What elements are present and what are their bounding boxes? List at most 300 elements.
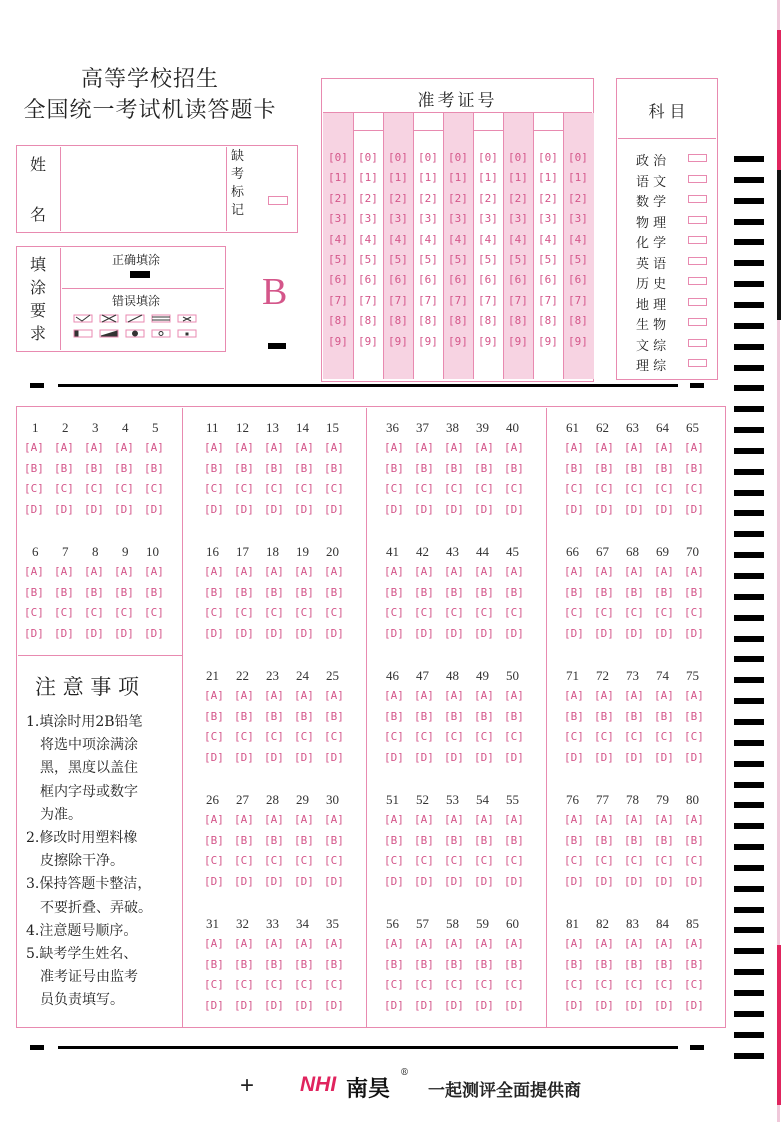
answer-bubble[interactable]: [D]	[684, 626, 704, 640]
answer-bubble[interactable]: [B]	[264, 461, 284, 475]
answer-bubble[interactable]: [C]	[654, 854, 674, 867]
ticket-digit-bubble[interactable]: [1]	[418, 171, 438, 185]
ticket-digit-bubble[interactable]: [7]	[568, 293, 588, 307]
answer-bubble[interactable]: [A]	[504, 689, 524, 702]
answer-bubble[interactable]: [D]	[234, 874, 254, 888]
answer-bubble[interactable]: [A]	[204, 565, 224, 578]
answer-bubble[interactable]: [C]	[384, 978, 404, 991]
answer-bubble[interactable]: [B]	[204, 957, 224, 971]
answer-bubble[interactable]: [B]	[24, 461, 44, 475]
answer-bubble[interactable]: [A]	[444, 937, 464, 950]
answer-bubble[interactable]: [C]	[264, 730, 284, 743]
answer-bubble[interactable]: [B]	[384, 957, 404, 971]
answer-bubble[interactable]: [B]	[474, 461, 494, 475]
answer-bubble[interactable]: [D]	[324, 626, 344, 640]
answer-bubble[interactable]: [A]	[624, 937, 644, 950]
answer-bubble[interactable]: [D]	[144, 626, 164, 640]
answer-bubble[interactable]: [A]	[414, 813, 434, 826]
answer-bubble[interactable]: [D]	[294, 626, 314, 640]
answer-bubble[interactable]: [A]	[654, 441, 674, 454]
ticket-digit-bubble[interactable]: [1]	[358, 171, 378, 185]
answer-bubble[interactable]: [C]	[654, 606, 674, 619]
answer-bubble[interactable]: [B]	[624, 957, 644, 971]
answer-bubble[interactable]: [B]	[624, 585, 644, 599]
answer-bubble[interactable]: [C]	[54, 606, 74, 619]
answer-bubble[interactable]: [C]	[204, 730, 224, 743]
answer-bubble[interactable]: [D]	[684, 750, 704, 764]
answer-bubble[interactable]: [A]	[234, 441, 254, 454]
ticket-digit-bubble[interactable]: [4]	[508, 232, 528, 246]
ticket-digit-bubble[interactable]: [6]	[328, 273, 348, 287]
subject-item[interactable]	[636, 355, 710, 374]
ticket-digit-bubble[interactable]: [7]	[508, 293, 528, 307]
answer-bubble[interactable]: [C]	[684, 978, 704, 991]
answer-bubble[interactable]: [D]	[324, 998, 344, 1012]
answer-bubble[interactable]: [B]	[654, 709, 674, 723]
ticket-digit-bubble[interactable]: [1]	[478, 171, 498, 185]
answer-bubble[interactable]: [D]	[414, 998, 434, 1012]
answer-bubble[interactable]: [C]	[144, 482, 164, 495]
answer-bubble[interactable]: [A]	[84, 565, 104, 578]
answer-bubble[interactable]: [D]	[564, 626, 584, 640]
answer-bubble[interactable]: [A]	[444, 441, 464, 454]
answer-bubble[interactable]: [C]	[594, 606, 614, 619]
subject-bubble[interactable]	[688, 359, 707, 367]
ticket-digit-bubble[interactable]: [2]	[508, 191, 528, 205]
answer-bubble[interactable]: [B]	[594, 585, 614, 599]
answer-bubble[interactable]: [D]	[204, 998, 224, 1012]
answer-bubble[interactable]: [A]	[684, 813, 704, 826]
answer-bubble[interactable]: [A]	[444, 565, 464, 578]
answer-bubble[interactable]: [C]	[204, 606, 224, 619]
answer-bubble[interactable]: [B]	[384, 461, 404, 475]
answer-bubble[interactable]: [B]	[384, 585, 404, 599]
ticket-digit-bubble[interactable]: [6]	[538, 273, 558, 287]
answer-bubble[interactable]: [D]	[234, 502, 254, 516]
answer-bubble[interactable]: [B]	[444, 585, 464, 599]
answer-bubble[interactable]: [C]	[504, 978, 524, 991]
ticket-digit-bubble[interactable]: [5]	[328, 253, 348, 266]
answer-bubble[interactable]: [C]	[144, 606, 164, 619]
answer-bubble[interactable]: [B]	[54, 585, 74, 599]
answer-bubble[interactable]: [C]	[564, 978, 584, 991]
answer-bubble[interactable]: [B]	[204, 709, 224, 723]
answer-bubble[interactable]: [D]	[264, 874, 284, 888]
ticket-digit-bubble[interactable]: [6]	[568, 273, 588, 287]
ticket-digit-bubble[interactable]: [8]	[388, 314, 408, 328]
answer-bubble[interactable]: [B]	[564, 585, 584, 599]
ticket-digit-bubble[interactable]: [3]	[418, 212, 438, 226]
answer-bubble[interactable]: [A]	[84, 441, 104, 454]
subject-bubble[interactable]	[688, 154, 707, 162]
answer-bubble[interactable]: [C]	[624, 606, 644, 619]
answer-bubble[interactable]: [B]	[114, 461, 134, 475]
answer-bubble[interactable]: [C]	[594, 854, 614, 867]
answer-bubble[interactable]: [A]	[504, 565, 524, 578]
answer-bubble[interactable]: [D]	[414, 626, 434, 640]
ticket-digit-bubble[interactable]: [1]	[388, 171, 408, 185]
subject-bubble[interactable]	[688, 277, 707, 285]
answer-bubble[interactable]: [D]	[24, 626, 44, 640]
answer-bubble[interactable]: [B]	[234, 833, 254, 847]
answer-bubble[interactable]: [D]	[504, 874, 524, 888]
answer-bubble[interactable]: [C]	[234, 606, 254, 619]
answer-bubble[interactable]: [C]	[684, 854, 704, 867]
answer-bubble[interactable]: [C]	[414, 730, 434, 743]
ticket-digit-bubble[interactable]: [2]	[478, 191, 498, 205]
answer-bubble[interactable]: [A]	[654, 565, 674, 578]
ticket-digit-bubble[interactable]: [2]	[328, 191, 348, 205]
answer-bubble[interactable]: [A]	[264, 689, 284, 702]
answer-bubble[interactable]: [C]	[324, 482, 344, 495]
answer-bubble[interactable]: [C]	[294, 606, 314, 619]
answer-bubble[interactable]: [A]	[504, 441, 524, 454]
answer-bubble[interactable]: [D]	[384, 998, 404, 1012]
ticket-digit-bubble[interactable]: [0]	[328, 151, 348, 164]
ticket-digit-bubble[interactable]: [9]	[388, 334, 408, 348]
answer-bubble[interactable]: [D]	[204, 626, 224, 640]
answer-bubble[interactable]: [D]	[84, 502, 104, 516]
answer-bubble[interactable]: [A]	[654, 689, 674, 702]
ticket-digit-bubble[interactable]: [9]	[328, 334, 348, 348]
answer-bubble[interactable]: [C]	[564, 482, 584, 495]
answer-bubble[interactable]: [B]	[504, 585, 524, 599]
ticket-digit-bubble[interactable]: [5]	[538, 253, 558, 266]
answer-bubble[interactable]: [A]	[594, 689, 614, 702]
answer-bubble[interactable]: [C]	[54, 482, 74, 495]
answer-bubble[interactable]: [C]	[594, 482, 614, 495]
answer-bubble[interactable]: [A]	[384, 813, 404, 826]
subject-bubble[interactable]	[688, 339, 707, 347]
answer-bubble[interactable]: [A]	[684, 689, 704, 702]
answer-bubble[interactable]: [C]	[324, 730, 344, 743]
ticket-digit-bubble[interactable]: [2]	[388, 191, 408, 205]
answer-bubble[interactable]: [B]	[234, 709, 254, 723]
answer-bubble[interactable]: [C]	[474, 482, 494, 495]
answer-bubble[interactable]: [C]	[444, 730, 464, 743]
answer-bubble[interactable]: [B]	[324, 957, 344, 971]
ticket-digit-bubble[interactable]: [5]	[448, 253, 468, 266]
answer-bubble[interactable]: [A]	[234, 565, 254, 578]
answer-bubble[interactable]: [D]	[564, 750, 584, 764]
answer-bubble[interactable]: [D]	[474, 502, 494, 516]
answer-bubble[interactable]: [C]	[294, 482, 314, 495]
answer-bubble[interactable]: [B]	[294, 957, 314, 971]
answer-bubble[interactable]: [C]	[654, 482, 674, 495]
answer-bubble[interactable]: [B]	[474, 709, 494, 723]
answer-bubble[interactable]: [C]	[264, 978, 284, 991]
answer-bubble[interactable]: [D]	[624, 998, 644, 1012]
answer-bubble[interactable]: [C]	[384, 606, 404, 619]
answer-bubble[interactable]: [A]	[54, 565, 74, 578]
answer-bubble[interactable]: [D]	[624, 502, 644, 516]
answer-bubble[interactable]: [D]	[444, 750, 464, 764]
answer-bubble[interactable]: [D]	[444, 998, 464, 1012]
answer-bubble[interactable]: [A]	[414, 441, 434, 454]
answer-bubble[interactable]: [D]	[264, 750, 284, 764]
answer-bubble[interactable]: [B]	[24, 585, 44, 599]
answer-bubble[interactable]: [A]	[594, 565, 614, 578]
answer-bubble[interactable]: [A]	[234, 937, 254, 950]
ticket-digit-bubble[interactable]: [8]	[538, 314, 558, 328]
answer-bubble[interactable]: [B]	[564, 833, 584, 847]
answer-bubble[interactable]: [D]	[504, 626, 524, 640]
answer-bubble[interactable]: [A]	[384, 689, 404, 702]
ticket-digit-bubble[interactable]: [0]	[538, 151, 558, 164]
ticket-digit-bubble[interactable]: [5]	[478, 253, 498, 266]
answer-bubble[interactable]: [C]	[384, 854, 404, 867]
answer-bubble[interactable]: [D]	[234, 998, 254, 1012]
answer-bubble[interactable]: [A]	[564, 937, 584, 950]
ticket-digit-bubble[interactable]: [0]	[418, 151, 438, 164]
ticket-digit-bubble[interactable]: [6]	[478, 273, 498, 287]
answer-bubble[interactable]: [D]	[264, 502, 284, 516]
answer-bubble[interactable]: [B]	[54, 461, 74, 475]
subject-bubble[interactable]	[688, 216, 707, 224]
answer-bubble[interactable]: [C]	[684, 482, 704, 495]
ticket-digit-bubble[interactable]: [1]	[568, 171, 588, 185]
ticket-digit-bubble[interactable]: [3]	[448, 212, 468, 226]
ticket-digit-bubble[interactable]: [3]	[358, 212, 378, 226]
answer-bubble[interactable]: [B]	[414, 709, 434, 723]
answer-bubble[interactable]: [C]	[624, 854, 644, 867]
answer-bubble[interactable]: [C]	[294, 854, 314, 867]
answer-bubble[interactable]: [C]	[234, 978, 254, 991]
answer-bubble[interactable]: [A]	[264, 813, 284, 826]
answer-bubble[interactable]: [B]	[504, 833, 524, 847]
answer-bubble[interactable]: [D]	[444, 502, 464, 516]
answer-bubble[interactable]: [A]	[654, 937, 674, 950]
answer-bubble[interactable]: [D]	[564, 874, 584, 888]
answer-bubble[interactable]: [C]	[654, 730, 674, 743]
answer-bubble[interactable]: [C]	[684, 606, 704, 619]
answer-bubble[interactable]: [D]	[414, 750, 434, 764]
ticket-digit-bubble[interactable]: [8]	[448, 314, 468, 328]
answer-bubble[interactable]: [C]	[264, 482, 284, 495]
answer-bubble[interactable]: [A]	[204, 937, 224, 950]
answer-bubble[interactable]: [C]	[204, 482, 224, 495]
ticket-digit-bubble[interactable]: [4]	[388, 232, 408, 246]
ticket-digit-bubble[interactable]: [0]	[448, 151, 468, 164]
answer-bubble[interactable]: [D]	[384, 626, 404, 640]
answer-bubble[interactable]: [C]	[654, 978, 674, 991]
subject-item[interactable]	[636, 232, 710, 251]
answer-bubble[interactable]: [D]	[444, 874, 464, 888]
subject-item[interactable]	[636, 314, 710, 333]
answer-bubble[interactable]: [D]	[324, 874, 344, 888]
answer-bubble[interactable]: [A]	[414, 565, 434, 578]
answer-bubble[interactable]: [D]	[474, 626, 494, 640]
ticket-digit-bubble[interactable]: [0]	[478, 151, 498, 164]
answer-bubble[interactable]: [B]	[414, 957, 434, 971]
answer-bubble[interactable]: [B]	[144, 461, 164, 475]
answer-bubble[interactable]: [D]	[294, 502, 314, 516]
answer-bubble[interactable]: [A]	[324, 565, 344, 578]
ticket-digit-bubble[interactable]: [1]	[328, 171, 348, 185]
answer-bubble[interactable]: [D]	[654, 998, 674, 1012]
ticket-digit-bubble[interactable]: [5]	[568, 253, 588, 266]
ticket-digit-bubble[interactable]: [4]	[478, 232, 498, 246]
ticket-digit-bubble[interactable]: [2]	[538, 191, 558, 205]
answer-bubble[interactable]: [D]	[594, 502, 614, 516]
answer-bubble[interactable]: [B]	[594, 833, 614, 847]
answer-bubble[interactable]: [D]	[324, 750, 344, 764]
answer-bubble[interactable]: [C]	[24, 482, 44, 495]
answer-bubble[interactable]: [C]	[444, 854, 464, 867]
answer-bubble[interactable]: [B]	[564, 461, 584, 475]
subject-item[interactable]	[636, 150, 710, 169]
answer-bubble[interactable]: [A]	[264, 441, 284, 454]
ticket-digit-bubble[interactable]: [3]	[328, 212, 348, 226]
ticket-digit-bubble[interactable]: [3]	[568, 212, 588, 226]
answer-bubble[interactable]: [D]	[474, 750, 494, 764]
ticket-digit-bubble[interactable]: [3]	[538, 212, 558, 226]
answer-bubble[interactable]: [A]	[264, 565, 284, 578]
answer-bubble[interactable]: [C]	[594, 730, 614, 743]
ticket-digit-bubble[interactable]: [9]	[418, 334, 438, 348]
ticket-digit-bubble[interactable]: [8]	[508, 314, 528, 328]
answer-bubble[interactable]: [A]	[564, 813, 584, 826]
ticket-digit-bubble[interactable]: [4]	[568, 232, 588, 246]
answer-bubble[interactable]: [C]	[474, 606, 494, 619]
answer-bubble[interactable]: [A]	[294, 441, 314, 454]
answer-bubble[interactable]: [A]	[624, 813, 644, 826]
answer-bubble[interactable]: [B]	[234, 461, 254, 475]
ticket-digit-bubble[interactable]: [5]	[358, 253, 378, 266]
answer-bubble[interactable]: [C]	[504, 854, 524, 867]
answer-bubble[interactable]: [B]	[504, 461, 524, 475]
answer-bubble[interactable]: [B]	[594, 957, 614, 971]
answer-bubble[interactable]: [A]	[474, 689, 494, 702]
answer-bubble[interactable]: [C]	[114, 606, 134, 619]
answer-bubble[interactable]: [A]	[324, 813, 344, 826]
answer-bubble[interactable]: [D]	[474, 874, 494, 888]
subject-bubble[interactable]	[688, 236, 707, 244]
answer-bubble[interactable]: [B]	[384, 833, 404, 847]
answer-bubble[interactable]: [A]	[204, 441, 224, 454]
ticket-digit-bubble[interactable]: [2]	[358, 191, 378, 205]
answer-bubble[interactable]: [A]	[204, 689, 224, 702]
answer-bubble[interactable]: [D]	[564, 998, 584, 1012]
ticket-digit-bubble[interactable]: [6]	[388, 273, 408, 287]
ticket-digit-bubble[interactable]: [5]	[418, 253, 438, 266]
answer-bubble[interactable]: [D]	[594, 750, 614, 764]
ticket-digit-bubble[interactable]: [1]	[538, 171, 558, 185]
answer-bubble[interactable]: [C]	[24, 606, 44, 619]
answer-bubble[interactable]: [B]	[414, 461, 434, 475]
answer-bubble[interactable]: [C]	[624, 978, 644, 991]
answer-bubble[interactable]: [D]	[204, 874, 224, 888]
answer-bubble[interactable]: [A]	[324, 441, 344, 454]
answer-bubble[interactable]: [A]	[624, 689, 644, 702]
answer-bubble[interactable]: [B]	[564, 957, 584, 971]
answer-bubble[interactable]: [C]	[504, 606, 524, 619]
answer-bubble[interactable]: [D]	[54, 502, 74, 516]
answer-bubble[interactable]: [D]	[384, 874, 404, 888]
answer-bubble[interactable]: [C]	[234, 482, 254, 495]
answer-bubble[interactable]: [D]	[414, 874, 434, 888]
subject-item[interactable]	[636, 335, 710, 354]
answer-bubble[interactable]: [B]	[294, 709, 314, 723]
ticket-digit-bubble[interactable]: [7]	[328, 293, 348, 307]
subject-bubble[interactable]	[688, 298, 707, 306]
answer-bubble[interactable]: [A]	[444, 813, 464, 826]
answer-bubble[interactable]: [B]	[624, 461, 644, 475]
answer-bubble[interactable]: [A]	[294, 937, 314, 950]
answer-bubble[interactable]: [C]	[624, 730, 644, 743]
ticket-digit-bubble[interactable]: [6]	[418, 273, 438, 287]
answer-bubble[interactable]: [D]	[564, 502, 584, 516]
ticket-digit-bubble[interactable]: [7]	[418, 293, 438, 307]
answer-bubble[interactable]: [C]	[264, 854, 284, 867]
answer-bubble[interactable]: [B]	[594, 709, 614, 723]
answer-bubble[interactable]: [B]	[84, 585, 104, 599]
answer-bubble[interactable]: [A]	[594, 441, 614, 454]
answer-bubble[interactable]: [B]	[444, 709, 464, 723]
answer-bubble[interactable]: [A]	[564, 441, 584, 454]
answer-bubble[interactable]: [A]	[114, 441, 134, 454]
answer-bubble[interactable]: [A]	[684, 441, 704, 454]
answer-bubble[interactable]: [A]	[474, 813, 494, 826]
answer-bubble[interactable]: [B]	[594, 461, 614, 475]
answer-bubble[interactable]: [A]	[504, 937, 524, 950]
answer-bubble[interactable]: [D]	[654, 874, 674, 888]
answer-bubble[interactable]: [A]	[594, 813, 614, 826]
answer-bubble[interactable]: [A]	[594, 937, 614, 950]
answer-bubble[interactable]: [A]	[234, 689, 254, 702]
answer-bubble[interactable]: [A]	[24, 441, 44, 454]
answer-bubble[interactable]: [D]	[684, 998, 704, 1012]
answer-bubble[interactable]: [B]	[444, 461, 464, 475]
answer-bubble[interactable]: [A]	[144, 441, 164, 454]
answer-bubble[interactable]: [C]	[234, 730, 254, 743]
answer-bubble[interactable]: [B]	[84, 461, 104, 475]
answer-bubble[interactable]: [A]	[654, 813, 674, 826]
answer-bubble[interactable]: [A]	[474, 565, 494, 578]
answer-bubble[interactable]: [C]	[474, 854, 494, 867]
answer-bubble[interactable]: [A]	[414, 937, 434, 950]
ticket-digit-bubble[interactable]: [0]	[568, 151, 588, 164]
answer-bubble[interactable]: [D]	[24, 502, 44, 516]
answer-bubble[interactable]: [B]	[684, 585, 704, 599]
ticket-digit-bubble[interactable]: [2]	[568, 191, 588, 205]
ticket-digit-bubble[interactable]: [7]	[388, 293, 408, 307]
ticket-digit-bubble[interactable]: [9]	[508, 334, 528, 348]
answer-bubble[interactable]: [C]	[294, 978, 314, 991]
answer-bubble[interactable]: [A]	[564, 565, 584, 578]
answer-bubble[interactable]: [D]	[474, 998, 494, 1012]
answer-bubble[interactable]: [B]	[624, 833, 644, 847]
answer-bubble[interactable]: [C]	[504, 730, 524, 743]
answer-bubble[interactable]: [C]	[474, 730, 494, 743]
answer-bubble[interactable]: [D]	[384, 750, 404, 764]
answer-bubble[interactable]: [D]	[594, 874, 614, 888]
answer-bubble[interactable]: [B]	[684, 957, 704, 971]
answer-bubble[interactable]: [C]	[624, 482, 644, 495]
ticket-digit-bubble[interactable]: [3]	[508, 212, 528, 226]
answer-bubble[interactable]: [B]	[654, 585, 674, 599]
subject-bubble[interactable]	[688, 175, 707, 183]
answer-bubble[interactable]: [A]	[324, 689, 344, 702]
ticket-digit-bubble[interactable]: [4]	[538, 232, 558, 246]
subject-item[interactable]	[636, 253, 710, 272]
answer-bubble[interactable]: [D]	[414, 502, 434, 516]
answer-bubble[interactable]: [C]	[684, 730, 704, 743]
ticket-digit-bubble[interactable]: [4]	[328, 232, 348, 246]
answer-bubble[interactable]: [B]	[474, 833, 494, 847]
answer-bubble[interactable]: [D]	[504, 750, 524, 764]
answer-bubble[interactable]: [C]	[444, 606, 464, 619]
